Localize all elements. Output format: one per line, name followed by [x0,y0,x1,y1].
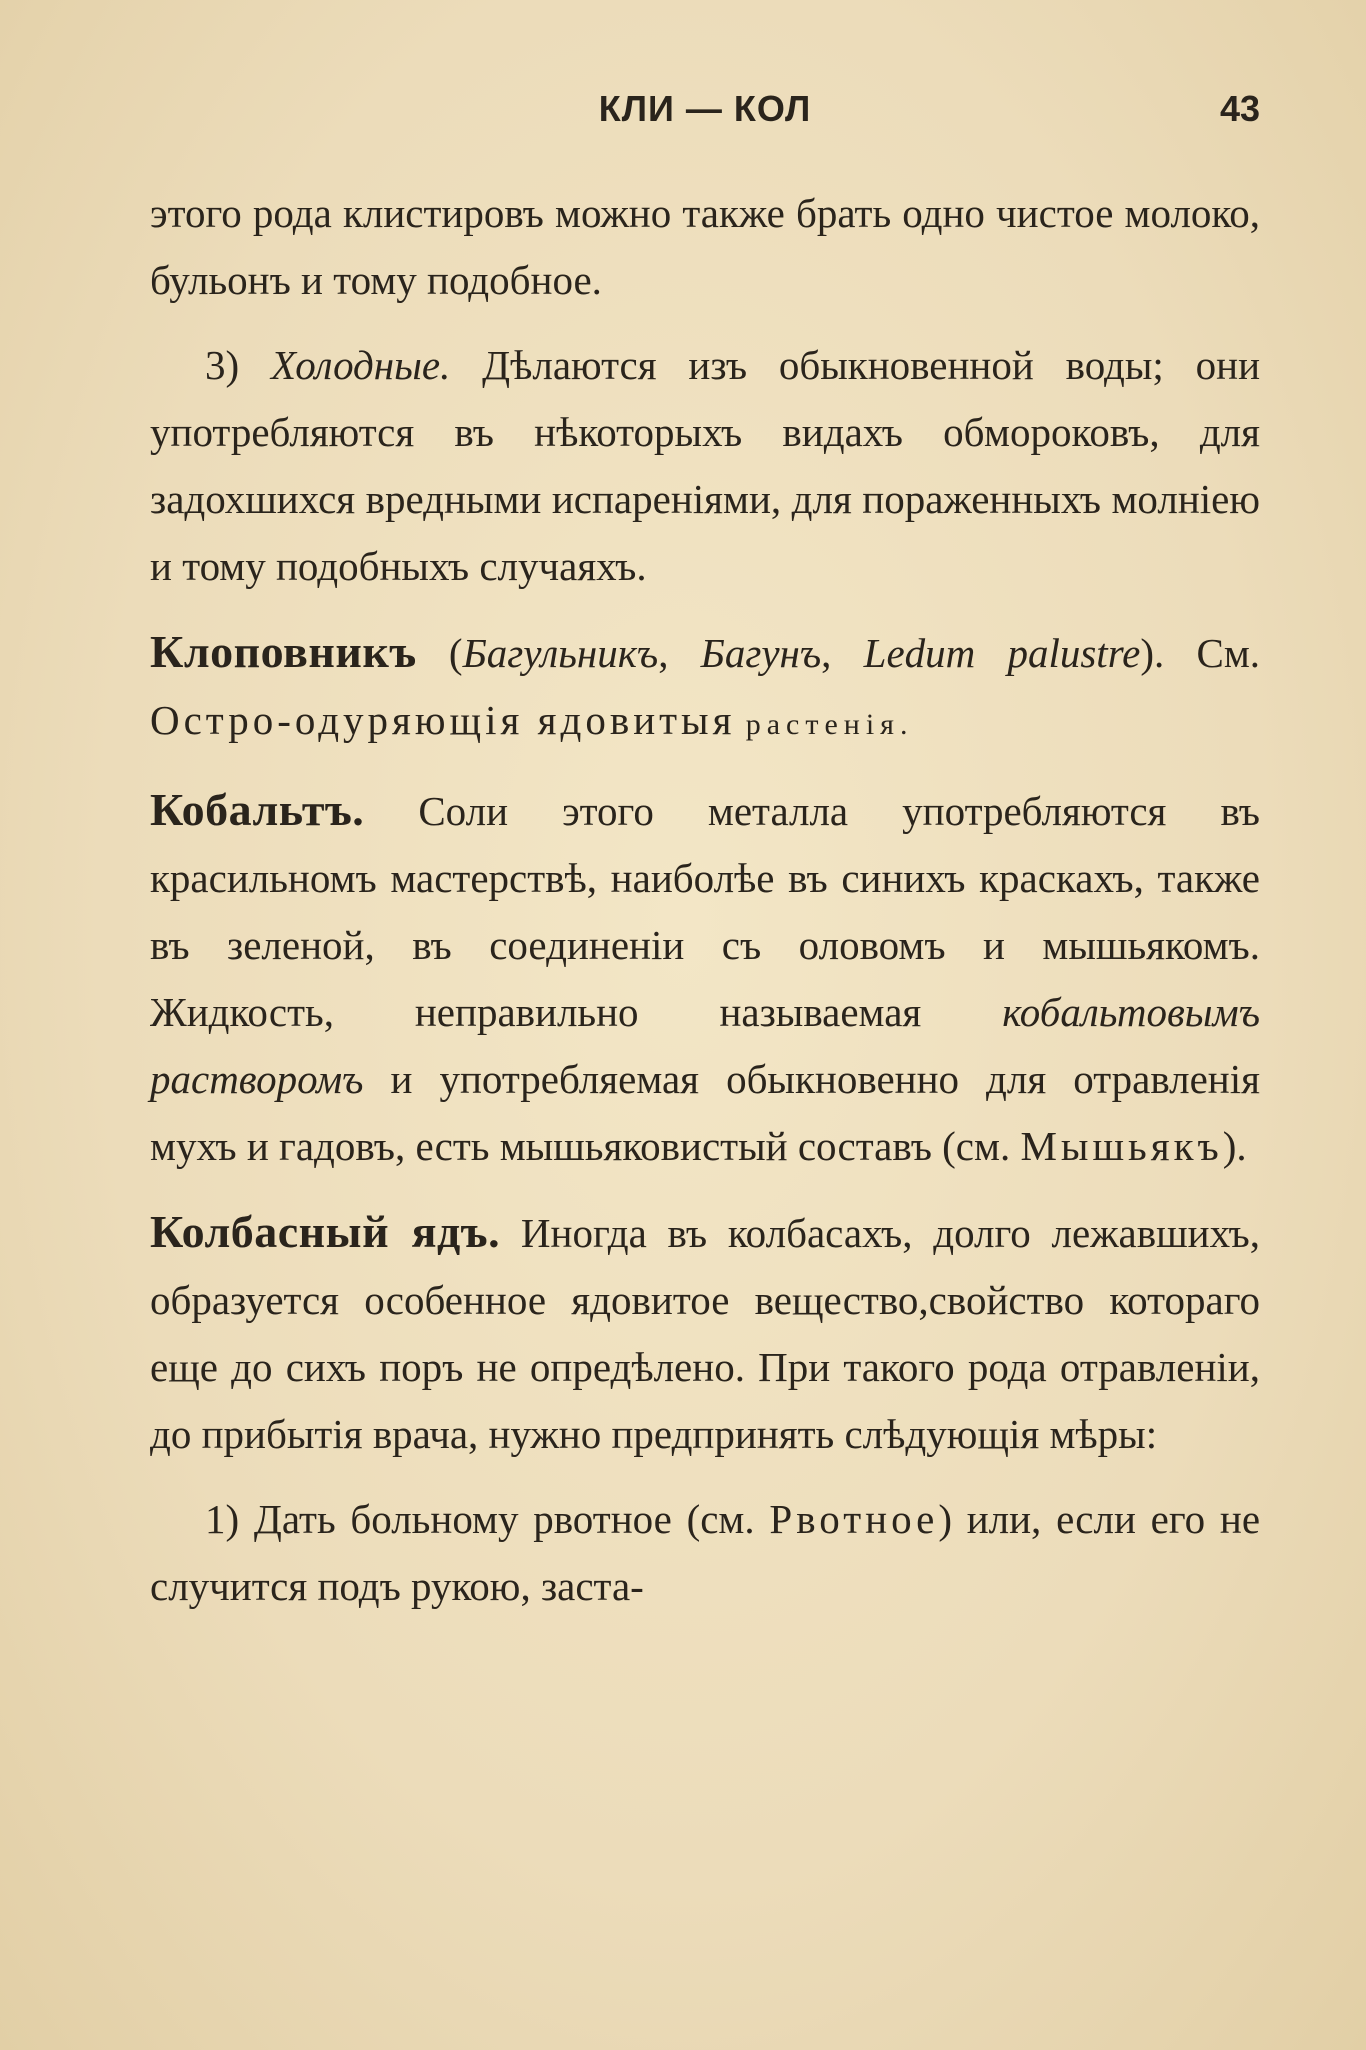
entry-klopovnik [150,618,1260,758]
list-number: 3) [205,342,240,388]
cross-reference: растенія. [745,708,914,741]
paragraph-text: ). [1222,1123,1247,1169]
cross-reference: Остро-одуряющія ядовитыя [150,697,736,743]
page-header [150,80,1260,140]
term-italic: Холодные. [270,342,451,388]
entry-headword: Колбасный ядъ. [150,1206,501,1257]
paragraph-text: Иногда въ колбасахъ, долго лежавшихъ, образуется особенное ядовитое вещество,свойство котораго еще до сихъ поръ не опредѣлено. При такого рода отравленіи, до прибытія врача, нужно предпринять слѣдующія мѣры: [150,1210,1261,1457]
separator: , [658,630,669,676]
latin-name: Ledum palustre [863,630,1141,676]
synonym: Багульникъ [462,630,659,676]
paragraph-cold-enemas [150,332,1260,600]
cross-reference: Рвотное [769,1496,939,1542]
term-italic: кобальтовымъ растворомъ [150,989,1260,1102]
paragraph-text: Соли этого металла употребляются въ красильномъ мастерствѣ, наиболѣе въ синихъ краскахъ, также въ зеленой, въ соединеніи съ оловомъ и мышьякомъ. Жидкость, неправильно называемая [150,788,1260,1035]
running-head: КЛИ — КОЛ [598,88,812,129]
entry-kobalt [150,776,1260,1180]
list-number: 1) [205,1496,240,1542]
entry-headword: Клоповникъ [150,626,417,677]
entry-headword: Кобальтъ. [150,784,365,835]
paragraph-text: ) или, если его не случится подъ рукою, заста- [150,1496,1261,1609]
paragraph-continuation [150,180,1260,314]
page-number: 43 [1219,88,1260,129]
paragraph-text: Дѣлаются изъ обыкновенной воды; они употребляются въ нѣкоторыхъ видахъ обмороковъ, для задохшихся вредными испареніями, для пораженныхъ молніею и тому подобныхъ случаяхъ. [150,342,1261,589]
separator: , [821,630,832,676]
cross-reference: Мышьякъ [1020,1123,1223,1169]
paragraph-text: и употребляемая обыкновенно для отравленія мухъ и гадовъ, есть мышьяковистый составъ (см. [150,1056,1260,1169]
synonym: Багунъ [700,630,822,676]
entry-kolbasny-yad [150,1198,1260,1468]
page-body [150,180,1260,1620]
paren-open: ( [448,630,463,676]
paragraph-text: Дать больному рвотное (см. [253,1496,755,1542]
paragraph-step-1 [150,1486,1260,1620]
see-label: См. [1196,630,1261,676]
paragraph-text: этого рода клистировъ можно также брать одно чистое молоко, бульонъ и тому подобное. [150,190,1260,303]
paren-close: ). [1140,630,1165,676]
